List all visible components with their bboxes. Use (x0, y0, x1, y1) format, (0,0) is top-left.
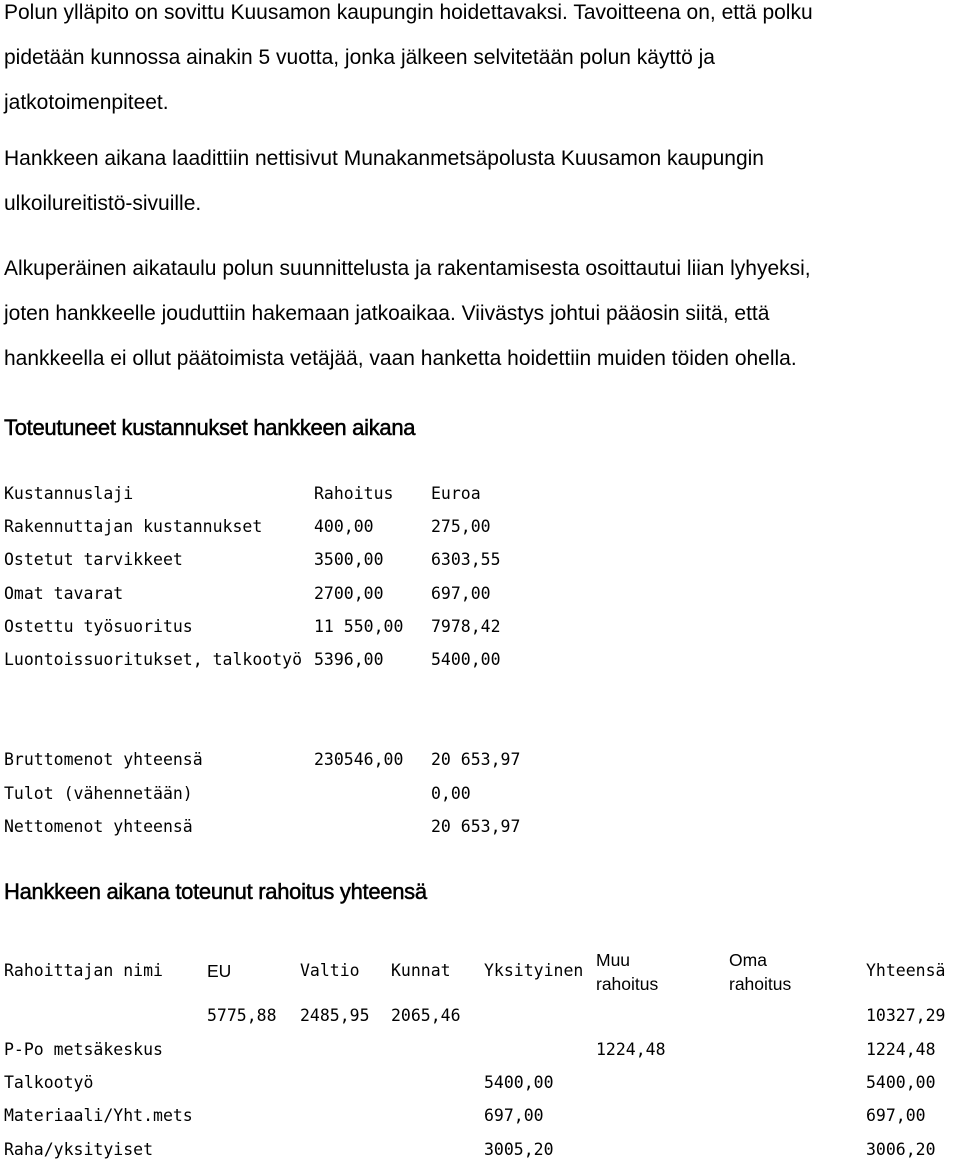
paragraph-line: Polun ylläpito on sovittu Kuusamon kaupungin hoidettavaksi. Tavoitteena on, että polku (4, 1, 813, 24)
funding-cell: 5400,00 (484, 1073, 554, 1092)
paragraph-line: Hankkeen aikana laadittiin nettisivut Munakanmetsäpolusta Kuusamon kaupungin (4, 147, 764, 170)
funding-cell: P-Po metsäkeskus (4, 1040, 163, 1059)
funding-cell: 10327,29 (866, 1006, 946, 1025)
body-paragraph (4, 246, 954, 381)
paragraph-line: ulkoilureitistö-sivuille. (4, 192, 202, 215)
body-paragraph (4, 136, 954, 226)
costs-total-cell: 20 653,97 (431, 750, 521, 769)
costs-cell: 11 550,00 (314, 617, 404, 636)
funding-cell: 2485,95 (300, 1006, 370, 1025)
costs-total-cell: 230546,00 (314, 750, 404, 769)
paragraph-line: jatkotoimenpiteet. (4, 91, 169, 114)
costs-cell: Omat tavarat (4, 584, 124, 603)
funding-cell: Raha/yksityiset (4, 1140, 154, 1159)
funding-heading: Hankkeen aikana toteunut rahoitus yhteensä (4, 879, 427, 904)
costs-column-header: Kustannuslaji (4, 484, 134, 503)
costs-cell: 5400,00 (431, 650, 501, 669)
costs-cell: 400,00 (314, 517, 374, 536)
funding-column-header: EU (207, 961, 232, 981)
costs-cell: Luontoissuoritukset, talkootyö (4, 650, 303, 669)
costs-cell: Ostettu työsuoritus (4, 617, 193, 636)
costs-cell: 3500,00 (314, 550, 384, 569)
paragraph-line: joten hankkeelle jouduttiin hakemaan jatkoaikaa. Viivästys johtui pääosin siitä, että (4, 302, 770, 325)
costs-total-cell: 20 653,97 (431, 817, 521, 836)
funding-cell: 697,00 (484, 1106, 544, 1125)
funding-cell: Materiaali/Yht.mets (4, 1106, 193, 1125)
funding-column-header: Muu rahoitus (596, 950, 659, 994)
paragraph-line: pidetään kunnossa ainakin 5 vuotta, jonka jälkeen selvitetään polun käyttö ja (4, 46, 715, 69)
costs-cell: 697,00 (431, 584, 491, 603)
costs-cell: 275,00 (431, 517, 491, 536)
costs-cell: 2700,00 (314, 584, 384, 603)
costs-cell: 7978,42 (431, 617, 501, 636)
costs-total-cell: Nettomenot yhteensä (4, 817, 193, 836)
costs-cell: 6303,55 (431, 550, 501, 569)
funding-column-header: Rahoittajan nimi (4, 961, 163, 980)
funding-cell: 3006,20 (866, 1140, 936, 1159)
costs-total-cell: Tulot (vähennetään) (4, 784, 193, 803)
costs-heading: Toteutuneet kustannukset hankkeen aikana (4, 415, 416, 440)
costs-column-header: Euroa (431, 484, 481, 503)
funding-cell: 5400,00 (866, 1073, 936, 1092)
funding-column-header: Valtio (300, 961, 360, 980)
funding-cell: 5775,88 (207, 1006, 277, 1025)
costs-cell: 5396,00 (314, 650, 384, 669)
funding-cell: 1224,48 (596, 1040, 666, 1059)
funding-cell: 2065,46 (391, 1006, 461, 1025)
funding-column-header: Yhteensä (866, 961, 946, 980)
funding-cell: 697,00 (866, 1106, 926, 1125)
funding-column-header: Yksityinen (484, 961, 584, 980)
paragraph-line: Alkuperäinen aikataulu polun suunnittelusta ja rakentamisesta osoittautui liian lyhyeksi, (4, 257, 811, 280)
funding-column-header: Oma rahoitus (729, 950, 792, 994)
costs-total-cell: Bruttomenot yhteensä (4, 750, 203, 769)
body-paragraph (4, 0, 954, 125)
funding-cell: 3005,20 (484, 1140, 554, 1159)
funding-cell: Talkootyö (4, 1073, 94, 1092)
paragraph-line: hankkeella ei ollut päätoimista vetäjää, vaan hanketta hoidettiin muiden töiden ohella. (4, 347, 797, 370)
costs-cell: Rakennuttajan kustannukset (4, 517, 263, 536)
costs-cell: Ostetut tarvikkeet (4, 550, 183, 569)
funding-column-header: Kunnat (391, 961, 451, 980)
costs-column-header: Rahoitus (314, 484, 394, 503)
funding-cell: 1224,48 (866, 1040, 936, 1059)
costs-total-cell: 0,00 (431, 784, 471, 803)
